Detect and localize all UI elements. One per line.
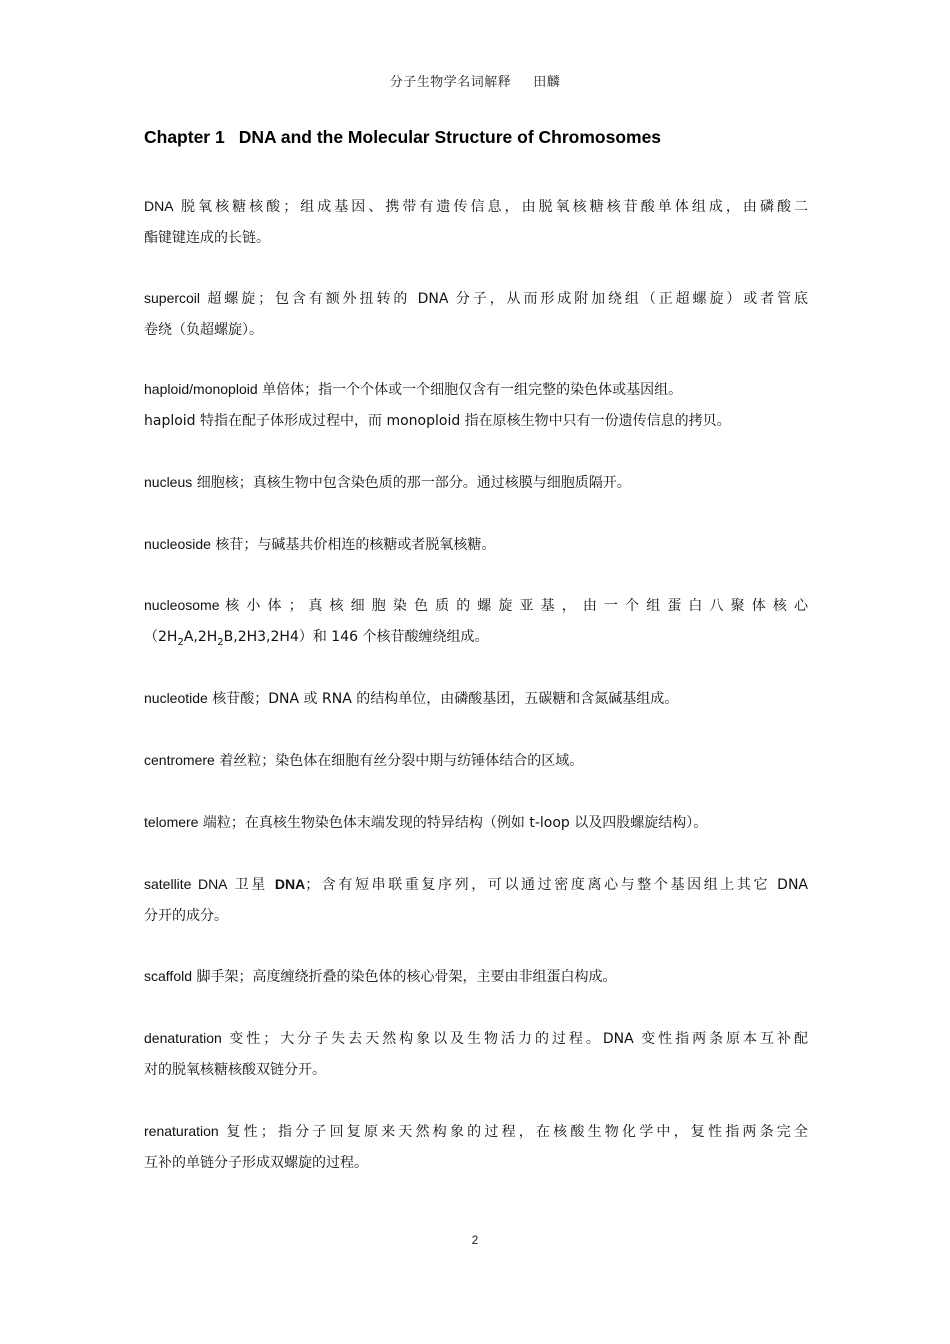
entry-term: nucleoside: [144, 536, 211, 552]
page-header: [0, 71, 950, 90]
header-title: 分子生物学名词解释: [389, 75, 512, 90]
entry-line: [144, 590, 808, 622]
entry-line: [144, 191, 808, 223]
entry-telomere: [144, 807, 808, 839]
entry-term: centromere: [144, 752, 215, 768]
entry-definition: 着丝粒；染色体在细胞有丝分裂中期与纺锤体结合的区域。: [214, 753, 584, 769]
entry-definition: 核 小 体 ； 真 核 细 胞 染 色 质 的 螺 旋 亚 基 ， 由 一 个 组 蛋 白 八 聚 体 核 心: [219, 598, 808, 614]
entry-term: nucleus: [144, 474, 193, 490]
entry-nucleus: [144, 467, 808, 499]
chapter-title-text: DNA and the Molecular Structure of Chromosomes: [238, 127, 662, 147]
entry-line: [144, 1023, 808, 1055]
entry-definition: 端粒；在真核生物染色体末端发现的特异结构（例如 t-loop 以及四股螺旋结构）。: [198, 815, 708, 831]
entry-line: [144, 283, 808, 315]
entry-haploid: [144, 374, 808, 437]
chapter-title: [144, 127, 661, 148]
entry-line: [144, 1116, 808, 1148]
entry-scaffold: [144, 961, 808, 993]
entry-definition: 超螺旋；包含有额外扭转的 DNA 分子，从而形成附加绕组（正超螺旋）或者管底: [200, 291, 808, 307]
page-number: 2: [471, 1233, 479, 1247]
entry-chinese-term: 卫星: [227, 877, 275, 893]
histone-formula-open: （2H: [144, 629, 178, 645]
chapter-number: Chapter 1: [144, 127, 225, 147]
entry-term: satellite DNA: [144, 876, 228, 892]
header-author: 田麟: [533, 75, 561, 90]
entry-line: [144, 745, 808, 777]
entry-term: denaturation: [144, 1030, 222, 1046]
entry-term: DNA: [144, 198, 174, 214]
entry-denaturation: [144, 1023, 808, 1086]
entry-term: renaturation: [144, 1123, 219, 1139]
entry-definition: ；含有短串联重复序列，可以通过密度离心与整个基因组上其它 DNA: [305, 877, 808, 893]
entry-term: scaffold: [144, 968, 192, 984]
entry-term-bold: DNA: [274, 876, 306, 892]
subscript: 2: [177, 637, 184, 648]
entry-supercoil: [144, 283, 808, 346]
entry-line: [144, 961, 808, 993]
entry-definition-continued: 酯键键连成的长链。: [144, 230, 270, 246]
entry-definition: 核苷；与碱基共价相连的核糖或者脱氧核糖。: [210, 537, 496, 553]
entry-term: nucleosome: [144, 597, 220, 613]
entry-definition-continued: [144, 622, 808, 653]
entry-nucleoside: [144, 529, 808, 561]
histone-formula-mid: A,2H: [183, 629, 218, 645]
entry-line: [144, 869, 808, 901]
entry-definition: 核苷酸；DNA 或 RNA 的结构单位，由磷酸基团，五碳糖和含氮碱基组成。: [207, 691, 679, 707]
entry-line: [144, 683, 808, 715]
entry-line: [144, 467, 808, 499]
entry-definition-continued: 对的脱氧核糖核酸双链分开。: [144, 1062, 326, 1078]
entry-renaturation: [144, 1116, 808, 1179]
entry-term: telomere: [144, 814, 199, 830]
entry-line: [144, 807, 808, 839]
entry-definition: 脚手架；高度缠绕折叠的染色体的核心骨架，主要由非组蛋白构成。: [192, 969, 617, 985]
entry-line: [144, 529, 808, 561]
entry-nucleosome: [144, 590, 808, 653]
entry-satellite-dna: [144, 869, 808, 932]
entry-definition: 变性；大分子失去天然构象以及生物活力的过程。DNA 变性指两条原本互补配: [221, 1031, 808, 1047]
entry-definition-continued: haploid 特指在配子体形成过程中，而 monoploid 指在原核生物中只有一份遗传信息的拷贝。: [144, 413, 731, 429]
entry-definition: 单倍体；指一个个体或一个细胞仅含有一组完整的染色体或基因组。: [257, 382, 683, 398]
entry-centromere: [144, 745, 808, 777]
entry-definition: 细胞核；真核生物中包含染色质的那一部分。通过核膜与细胞质隔开。: [192, 475, 631, 491]
entry-nucleotide: [144, 683, 808, 715]
entry-definition-continued: 卷绕（负超螺旋）。: [144, 322, 263, 338]
entry-term: nucleotide: [144, 690, 208, 706]
entry-definition-continued: 互补的单链分子形成双螺旋的过程。: [144, 1155, 368, 1171]
entry-line: [144, 374, 808, 406]
entry-definition: 复性；指分子回复原来天然构象的过程，在核酸生物化学中，复性指两条完全: [218, 1124, 808, 1140]
entry-term: haploid/monoploid: [144, 381, 258, 397]
histone-formula-end: B,2H3,2H4）和 146 个核苷酸缠绕组成。: [223, 629, 489, 645]
entry-definition: 脱氧核糖核酸；组成基因、携带有遗传信息，由脱氧核糖核苷酸单体组成，由磷酸二: [173, 199, 808, 215]
entry-term: supercoil: [144, 290, 201, 306]
subscript: 2: [217, 637, 224, 648]
entry-dna: [144, 191, 808, 254]
entry-definition-continued: 分开的成分。: [144, 908, 228, 924]
